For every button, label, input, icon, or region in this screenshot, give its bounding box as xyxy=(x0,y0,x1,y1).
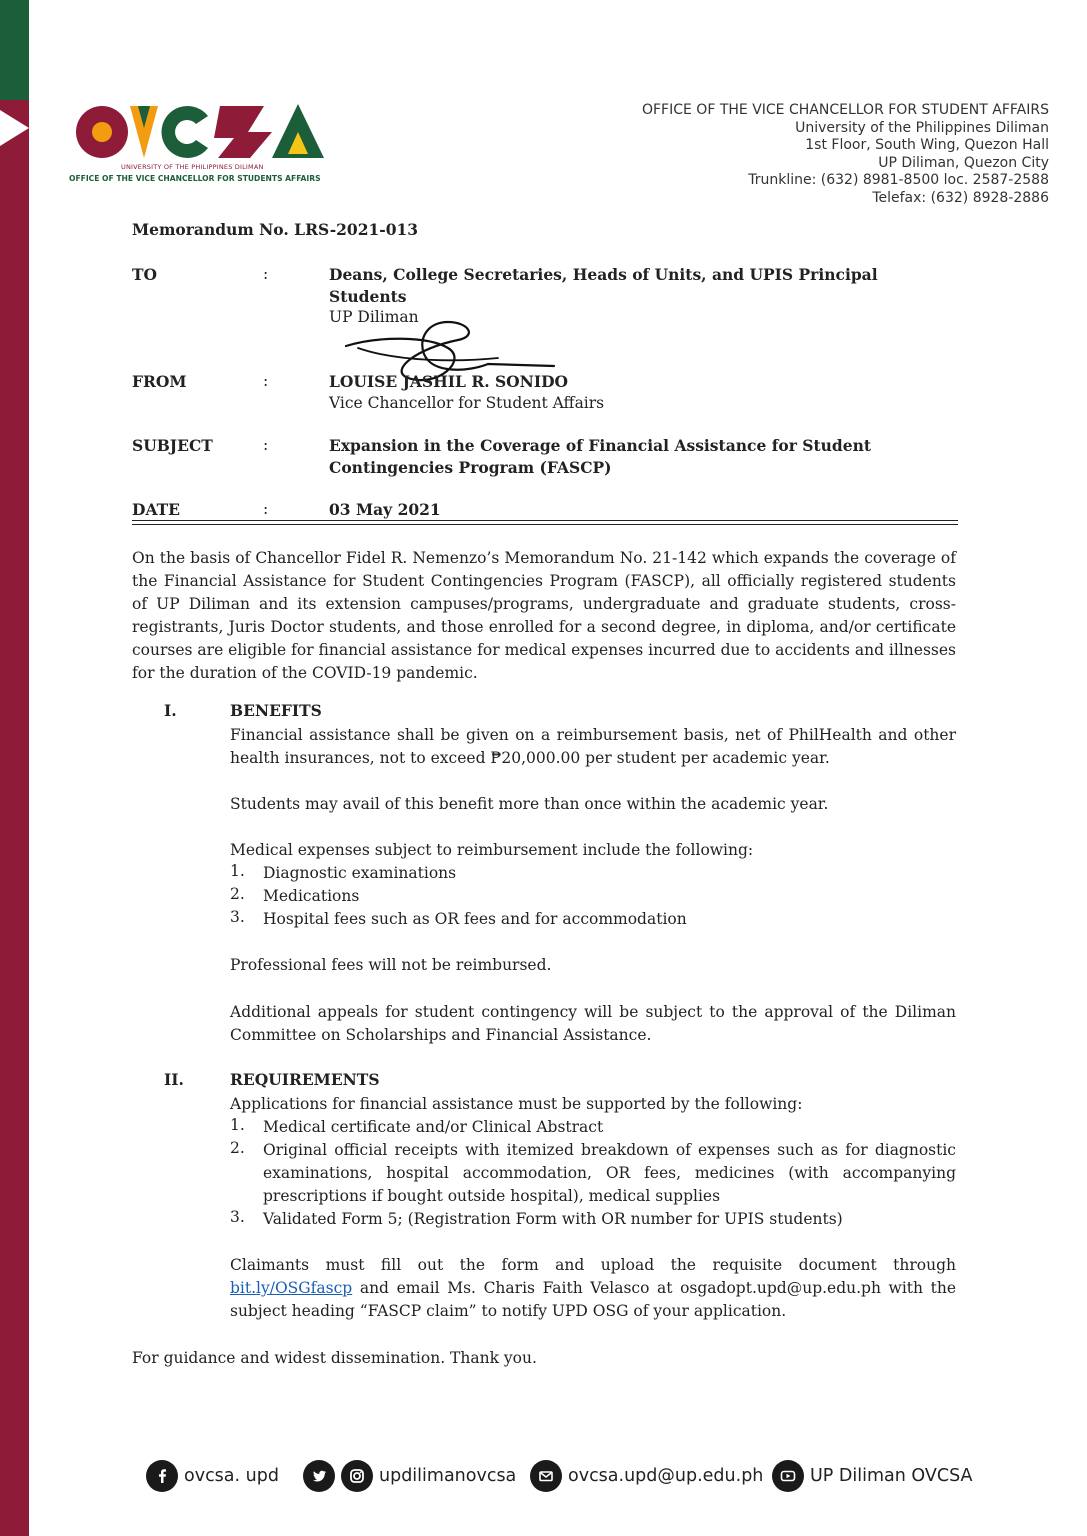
benefits-paragraph-5: Additional appeals for student contingency will be subject to the approval of the Diliman Committee on Scholarships and Financial Assistance. xyxy=(230,1003,956,1044)
office-trunkline: Trunkline: (632) 8981-8500 loc. 2587-2588 xyxy=(748,172,1049,189)
subject-value xyxy=(329,435,958,478)
benefits-number: I. xyxy=(164,701,177,720)
from-value xyxy=(329,371,958,414)
benefits-paragraph-2: Students may avail of this benefit more than once within the academic year. xyxy=(230,795,829,813)
to-line-3: UP Diliman xyxy=(329,308,419,326)
facebook-icon xyxy=(146,1460,178,1492)
date-label: DATE xyxy=(132,500,180,519)
office-university: University of the Philippines Diliman xyxy=(795,119,1049,136)
to-colon: : xyxy=(263,265,269,283)
stripe-notch xyxy=(0,110,29,146)
benefits-paragraph-1: Financial assistance shall be given on a reimbursement basis, net of PhilHealth and other health insurances, not to exceed ₱20,000.00 per student per academic year. xyxy=(230,726,956,767)
header-rule-bottom xyxy=(132,524,958,525)
logo-subtitle-office: OFFICE OF THE VICE CHANCELLOR FOR STUDENTS AFFAIRS xyxy=(69,174,321,183)
requirements-item-text: Original official receipts with itemized breakdown of expenses such as for diagnostic examinations, hospital accommodation, OR fees, medicines (with accompanying prescriptions if bought outside hospital), medical supplies xyxy=(263,1141,956,1205)
requirements-paragraph-1: Applications for financial assistance must be supported by the following: xyxy=(230,1095,803,1113)
date-value: 03 May 2021 xyxy=(329,500,441,519)
to-line-2: Students xyxy=(329,286,407,306)
office-telefax: Telefax: (632) 8928-2886 xyxy=(872,189,1049,206)
from-colon: : xyxy=(263,372,269,390)
benefits-paragraph-4: Professional fees will not be reimbursed. xyxy=(230,956,552,974)
footer-email[interactable] xyxy=(530,1460,763,1492)
footer-youtube[interactable] xyxy=(772,1460,972,1492)
left-green-stripe xyxy=(0,0,29,100)
closing-line: For guidance and widest dissemination. Thank you. xyxy=(132,1349,537,1367)
instagram-icon xyxy=(341,1460,373,1492)
benefits-item-number: 3. xyxy=(230,908,245,926)
requirements-item-text: Validated Form 5; (Registration Form with OR number for UPIS students) xyxy=(263,1210,843,1228)
subject-line-2: Contingencies Program (FASCP) xyxy=(329,457,612,477)
office-floor: 1st Floor, South Wing, Quezon Hall xyxy=(805,137,1049,154)
requirements-item-text: Medical certificate and/or Clinical Abstract xyxy=(263,1118,604,1136)
youtube-channel: UP Diliman OVCSA xyxy=(810,1466,973,1486)
email-address: ovcsa.upd@up.edu.ph xyxy=(568,1466,764,1486)
twitter-instagram-handle: updilimanovcsa xyxy=(379,1466,517,1486)
fascp-form-link[interactable]: bit.ly/OSGfascp xyxy=(230,1279,353,1297)
subject-label: SUBJECT xyxy=(132,436,213,455)
twitter-icon xyxy=(303,1460,335,1492)
requirements-item-number: 2. xyxy=(230,1139,245,1157)
benefits-item-number: 1. xyxy=(230,862,245,880)
claim-paragraph xyxy=(230,1254,956,1323)
to-line-1: Deans, College Secretaries, Heads of Units, and UPIS Principal xyxy=(329,265,878,284)
header-rule-top xyxy=(132,520,958,521)
claim-text-after: and email Ms. Charis Faith Velasco at osgadopt.upd@up.edu.ph with the subject heading “FASCP claim” to notify UPD OSG of your application. xyxy=(230,1279,956,1320)
from-label: FROM xyxy=(132,372,187,391)
youtube-icon xyxy=(772,1460,804,1492)
benefits-title: BENEFITS xyxy=(230,701,322,720)
left-maroon-stripe xyxy=(0,0,29,1536)
to-label: TO xyxy=(132,265,158,284)
benefits-item-number: 2. xyxy=(230,885,245,903)
office-city: UP Diliman, Quezon City xyxy=(878,154,1049,171)
memorandum-number: Memorandum No. LRS-2021-013 xyxy=(132,220,419,239)
email-icon xyxy=(530,1460,562,1492)
office-name: OFFICE OF THE VICE CHANCELLOR FOR STUDENT AFFAIRS xyxy=(641,102,1049,118)
subject-line-1: Expansion in the Coverage of Financial Assistance for Student xyxy=(329,436,872,455)
footer-twitter-instagram[interactable] xyxy=(303,1460,516,1492)
requirements-title: REQUIREMENTS xyxy=(230,1070,380,1089)
requirements-item-number: 3. xyxy=(230,1208,245,1226)
benefits-item-text: Medications xyxy=(263,887,360,905)
benefits-item-text: Hospital fees such as OR fees and for accommodation xyxy=(263,910,687,928)
footer-contacts xyxy=(0,1460,1087,1500)
requirements-item-number: 1. xyxy=(230,1116,245,1134)
claim-text-before: Claimants must fill out the form and upload the requisite document through xyxy=(230,1256,956,1274)
facebook-handle: ovcsa. upd xyxy=(184,1466,279,1486)
benefits-paragraph-3: Medical expenses subject to reimbursement include the following: xyxy=(230,841,754,859)
intro-paragraph: On the basis of Chancellor Fidel R. Nemenzo’s Memorandum No. 21-142 which expands the coverage of the Financial Assistance for Student Contingencies Program (FASCP), all officially registered students of UP Diliman and its extension campuses/programs, undergraduate and graduate students, cross-registrants, Juris Doctor students, and those enrolled for a second degree, in diploma, and/or certificate courses are eligible for financial assistance for medical expenses incurred due to accidents and illnesses for the duration of the COVID-19 pandemic. xyxy=(132,549,956,682)
requirements-number: II. xyxy=(164,1070,184,1089)
benefits-item-text: Diagnostic examinations xyxy=(263,864,457,882)
from-title: Vice Chancellor for Student Affairs xyxy=(329,393,605,412)
logo-subtitle-university: UNIVERSITY OF THE PHILIPPINES DILIMAN xyxy=(121,163,264,171)
subject-colon: : xyxy=(263,436,269,454)
footer-facebook[interactable] xyxy=(146,1460,279,1492)
date-colon: : xyxy=(263,500,269,518)
office-address xyxy=(642,102,1049,208)
from-name: LOUISE JASHIL R. SONIDO xyxy=(329,372,569,391)
